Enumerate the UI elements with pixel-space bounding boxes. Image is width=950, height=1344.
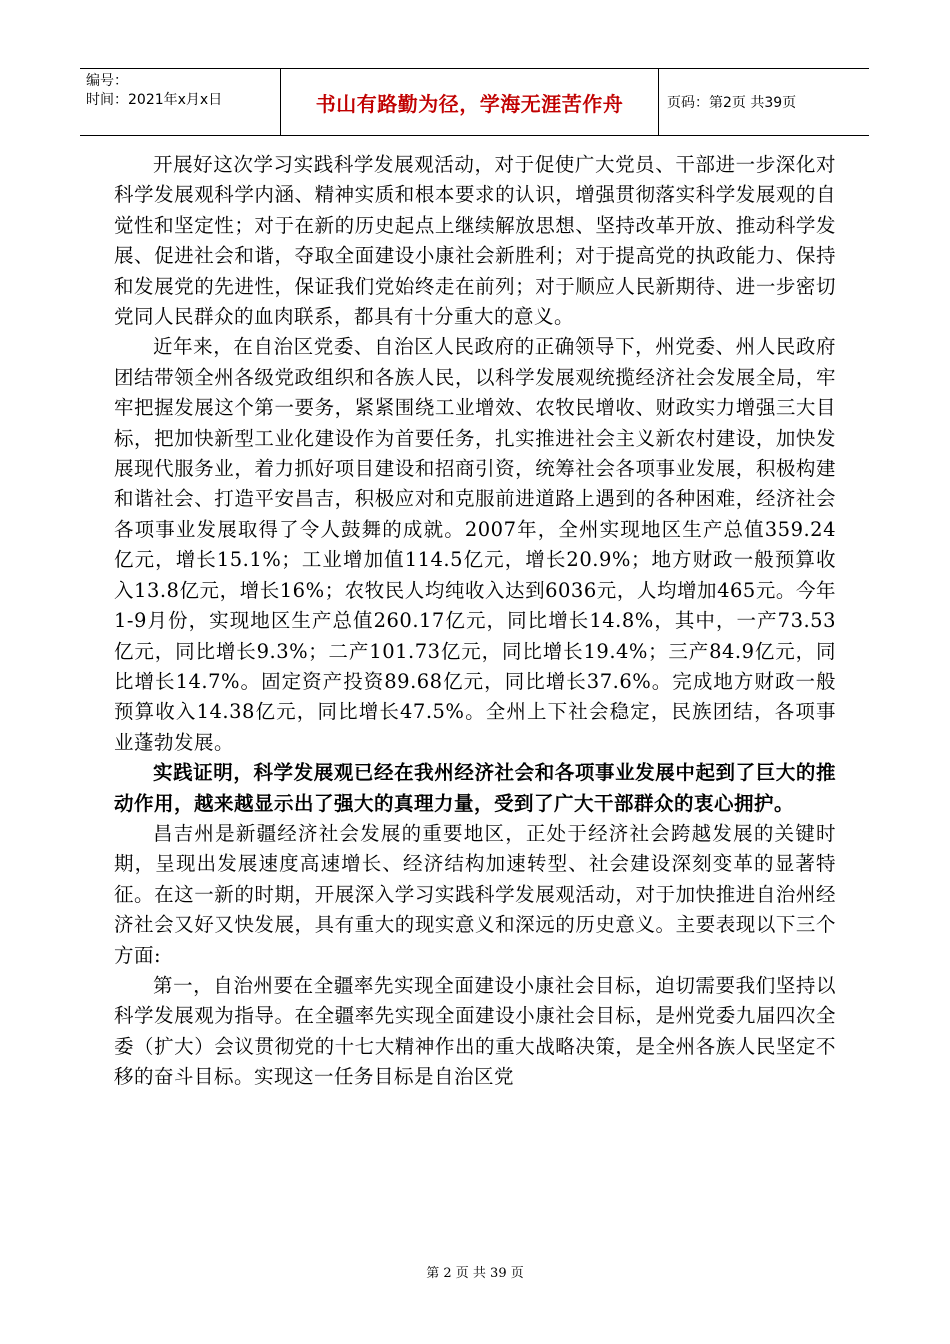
paragraph: 第一，自治州要在全疆率先实现全面建设小康社会目标，迫切需要我们坚持以科学发展观为指导。在全疆率先实现全面建设小康社会目标，是州党委九届四次全委（扩大）会议贯彻党的十七大精神作出的重大战略决策，是全州各族人民坚定不移的奋斗目标。实现这一任务目标是自治区党 [114, 973, 836, 1089]
header-page-info: 页码：第2页 共39页 [667, 95, 797, 111]
header-meta [80, 69, 281, 135]
document-number-label: 编号： [86, 73, 128, 89]
page-header [80, 68, 869, 136]
paragraph-emphasis: 实践证明，科学发展观已经在我州经济社会和各项事业发展中起到了巨大的推动作用，越来越显示出了强大的真理力量，受到了广大干部群众的衷心拥护。 [114, 761, 836, 815]
paragraph: 开展好这次学习实践科学发展观活动，对于促使广大党员、干部进一步深化对科学发展观科学内涵、精神实质和根本要求的认识，增强贯彻落实科学发展观的自觉性和坚定性；对于在新的历史起点上继续解放思想、坚持改革开放、推动科学发展、促进社会和谐，夺取全面建设小康社会新胜利；对于提高党的执政能力、保持和发展党的先进性，保证我们党始终走在前列；对于顺应人民新期待、进一步密切党同人民群众的血肉联系，都具有十分重大的意义。 [114, 153, 836, 329]
document-body [114, 150, 836, 1093]
paragraph: 昌吉州是新疆经济社会发展的重要地区，正处于经济社会跨越发展的关键时期，呈现出发展速度高速增长、经济结构加速转型、社会建设深刻变革的显著特征。在这一新的时期，开展深入学习实践科学发展观活动，对于加快推进自治州经济社会又好又快发展，具有重大的现实意义和深远的历史意义。主要表现以下三个方面: [114, 821, 836, 967]
paragraph: 近年来，在自治区党委、自治区人民政府的正确领导下，州党委、州人民政府团结带领全州各级党政组织和各族人民，以科学发展观统揽经济社会发展全局，牢牢把握发展这个第一要务，紧紧围绕工业增效、农牧民增收、财政实力增强三大目标，把加快新型工业化建设作为首要任务，扎实推进社会主义新农村建设，加快发展现代服务业，着力抓好项目建设和招商引资，统筹社会各项事业发展，积极构建和谐社会、打造平安昌吉，积极应对和克服前进道路上遇到的各种困难，经济社会各项事业发展取得了令人鼓舞的成就。2007年，全州实现地区生产总值359.24亿元，增长15.1%；工业增加值114.5亿元，增长20.9%；地方财政一般预算收入13.8亿元，增长16%；农牧民人均纯收入达到6036元，人均增加465元。今年1-9月份，实现地区生产总值260.17亿元，同比增长14.8%，其中，一产73.53亿元，同比增长9.3%；二产101.73亿元，同比增长19.4%；三产84.9亿元，同比增长14.7%。固定资产投资89.68亿元，同比增长37.6%。完成地方财政一般预算收入14.38亿元，同比增长47.5%。全州上下社会稳定，民族团结，各项事业蓬勃发展。 [114, 335, 836, 754]
page-footer: 第 2 页 共 39 页 [426, 1266, 524, 1281]
header-motto: 书山有路勤为径，学海无涯苦作舟 [281, 69, 659, 135]
document-date: 时间：2021年x月x日 [86, 92, 223, 108]
